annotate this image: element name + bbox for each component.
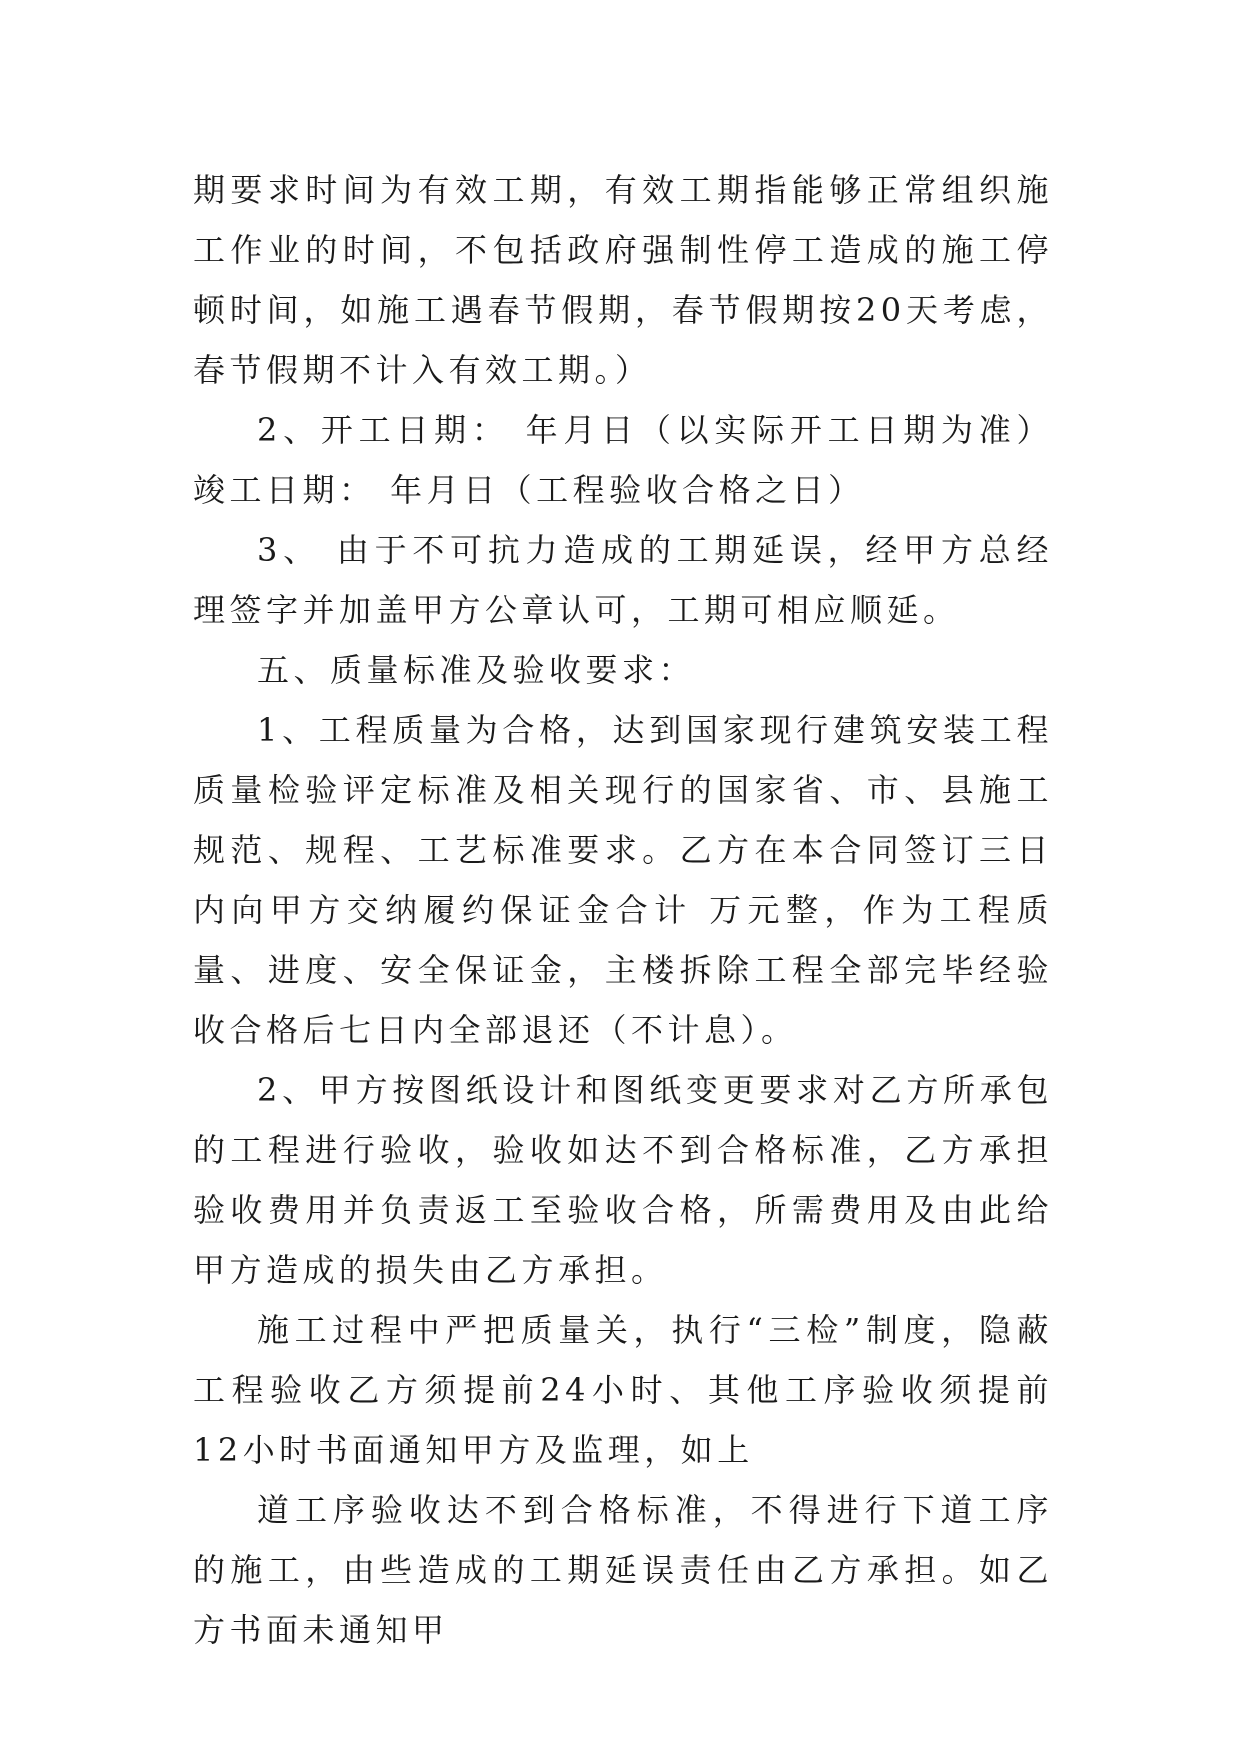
paragraph-force-majeure: 3、 由于不可抗力造成的工期延误，经甲方总经理签字并加盖甲方公章认可，工期可相应顺延。 — [193, 531, 1053, 629]
section-heading-quality: 五、质量标准及验收要求： — [257, 651, 696, 689]
paragraph-start-completion-dates: 2、开工日期： 年月日（以实际开工日期为准） 竣工日期： 年月日（工程验收合格之日） — [193, 411, 1053, 509]
paragraph-three-checks: 施工过程中严把质量关，执行“三检”制度，隐蔽工程验收乙方须提前24小时、其他工序验收须提前12小时书面通知甲方及监理，如上 — [193, 1311, 1053, 1469]
paragraph-acceptance: 2、甲方按图纸设计和图纸变更要求对乙方所承包的工程进行验收，验收如达不到合格标准，乙方承担验收费用并负责返工至验收合格，所需费用及由此给甲方造成的损失由乙方承担。 — [193, 1071, 1053, 1289]
document-body — [193, 160, 1053, 1660]
paragraph-next-procedure: 道工序验收达不到合格标准，不得进行下道工序的施工，由些造成的工期延误责任由乙方承担。如乙方书面未通知甲 — [193, 1491, 1053, 1649]
paragraph-quality-standard: 1、工程质量为合格，达到国家现行建筑安装工程质量检验评定标准及相关现行的国家省、市、县施工规范、规程、工艺标准要求。乙方在本合同签订三日内向甲方交纳履约保证金合计 万元整，作为工程质量、进度、安全保证金，主楼拆除工程全部完毕经验收合格后七日内全部退还（不计息）。 — [193, 711, 1053, 1049]
paragraph-schedule-note: 期要求时间为有效工期，有效工期指能够正常组织施工作业的时间，不包括政府强制性停工造成的施工停顿时间，如施工遇春节假期，春节假期按20天考虑，春节假期不计入有效工期。） — [193, 171, 1053, 389]
